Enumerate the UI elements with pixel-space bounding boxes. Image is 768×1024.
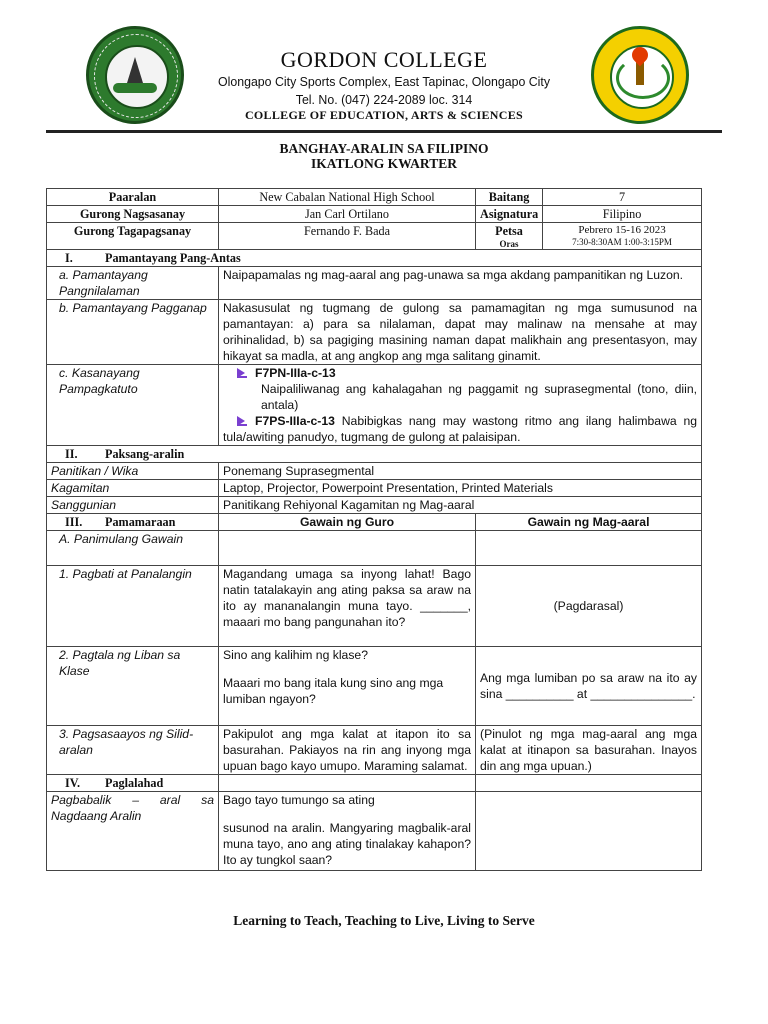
- guro-value: Jan Carl Ortilano: [219, 206, 476, 223]
- lesson-plan-table: [46, 188, 702, 871]
- s1-b-text: Nakasusulat ng tugmang de gulong sa pamamagitan ng mga sumusunod na pamantayan: a) para sa nilalaman, dapat may malinaw na mensahe at may orihinalidad, b) sa pagiging masining naman dapat malikhain ang presentasyon, may hikayat sa madla, at ang angkop ang mga salitang ginamit.: [219, 300, 702, 365]
- header-divider: [46, 130, 722, 133]
- baitang-value: 7: [543, 189, 702, 206]
- s1-a-label: a. Pamantayang Pangnilalaman: [47, 267, 219, 300]
- s3-r2-guro-2: Maaari mo bang itala kung sino ang mga lumiban ngayon?: [223, 676, 444, 706]
- s4-r1-guro-1: Bago tayo tumungo sa ating: [223, 793, 375, 807]
- oras-label: Oras: [499, 239, 519, 249]
- petsa-oras-cell: [476, 223, 543, 250]
- s3-r1-guro: Magandang umaga sa inyong lahat! Bago natin tatalakayin ang ating paksa sa araw na ito ay mananalangin muna tayo. _______, maaari mo bang pangunahan ito?: [219, 566, 476, 647]
- baitang-label: Baitang: [476, 189, 543, 206]
- s1-c1-text: Naipaliliwanag ang kahalagahan ng paggamit ng suprasegmental (tono, diin, antala): [261, 382, 698, 412]
- letterhead: [0, 0, 768, 140]
- section-2-number: II.: [65, 447, 78, 461]
- petsa-value: Pebrero 15-16 2023: [578, 224, 666, 236]
- section-3-header: [47, 514, 702, 531]
- s3-r3-mag: (Pinulot ng mga mag-aaral ang mga kalat at itinapon sa basurahan. Inayos din ang mga upuan.): [476, 726, 702, 775]
- bullet-arrow-icon: [237, 368, 249, 378]
- petsa-oras-value: [543, 223, 702, 250]
- s1-row-b: [47, 300, 702, 365]
- s3-r1-mag: (Pagdarasal): [476, 566, 702, 647]
- section-1-title: Pamantayang Pang-Antas: [105, 251, 241, 265]
- s3-row-2: [47, 647, 702, 726]
- section-4-number: IV.: [65, 776, 81, 790]
- college-telephone: Tel. No. (047) 224-2089 loc. 314: [295, 92, 473, 107]
- s1-c1-code: F7PN-IIIa-c-13: [255, 366, 336, 380]
- asignatura-value: Filipino: [543, 206, 702, 223]
- s2-value: Laptop, Projector, Powerpoint Presentation, Printed Materials: [219, 480, 702, 497]
- s1-c2-text: Nabibigkas nang may wastong ritmo ang ilang halimbawa ng tula/awiting panudyo, tugmang de gulong at palaisipan.: [223, 414, 698, 444]
- s4-r1-guro-2: susunod na aralin. Mangyaring magbalik-aral muna tayo, ano ang ating tinalakay kahapon? Ito ay tungkol saan?: [223, 821, 472, 867]
- footer-motto: Learning to Teach, Teaching to Live, Living to Serve: [233, 913, 535, 928]
- college-name: GORDON COLLEGE: [280, 47, 488, 72]
- tagapagsanay-value: Fernando F. Bada: [219, 223, 476, 250]
- s2-row-kagamitan: [47, 480, 702, 497]
- section-3-title: Pamamaraan: [105, 515, 176, 529]
- s2-label: Sanggunian: [47, 497, 219, 514]
- s3-a-label: A. Panimulang Gawain: [47, 531, 219, 566]
- paaralan-value: New Cabalan National High School: [219, 189, 476, 206]
- guro-label: Gurong Nagsasanay: [47, 206, 219, 223]
- s1-a-text: Naipapamalas ng mag-aaral ang pag-unawa sa mga akdang pampanitikan ng Luzon.: [219, 267, 702, 300]
- s1-row-a: [47, 267, 702, 300]
- info-row-guro: [47, 206, 702, 223]
- section-4-header: [47, 775, 702, 792]
- s4-r1-guro: [219, 792, 476, 871]
- school-seal-icon: [591, 26, 689, 124]
- asignatura-label: Asignatura: [476, 206, 543, 223]
- s3-r2-guro-1: Sino ang kalihim ng klase?: [223, 648, 368, 662]
- petsa-label: Petsa: [495, 224, 523, 238]
- s3-r2-mag: Ang mga lumiban po sa araw na ito ay sina __________ at _______________.: [476, 647, 702, 726]
- col-header-guro: Gawain ng Guro: [219, 514, 476, 531]
- s2-label: Panitikan / Wika: [47, 463, 219, 480]
- s1-c-label: c. Kasanayang Pampagkatuto: [47, 365, 219, 446]
- s3-row-1: [47, 566, 702, 647]
- tagapagsanay-label: Gurong Tagapagsanay: [47, 223, 219, 250]
- s3-row-a: [47, 531, 702, 566]
- info-row-tagapagsanay: [47, 223, 702, 250]
- s1-row-c: [47, 365, 702, 446]
- s3-r3-label: 3. Pagsasaayos ng Silid-aralan: [47, 726, 219, 775]
- oras-value: 7:30-8:30AM 1:00-3:15PM: [572, 237, 672, 247]
- document-subtitle: IKATLONG KWARTER: [311, 156, 457, 171]
- college-department: COLLEGE OF EDUCATION, ARTS & SCIENCES: [244, 108, 524, 122]
- section-2-header: [47, 446, 702, 463]
- s3-r3-guro: Pakipulot ang mga kalat at itapon ito sa basurahan. Pakiayos na rin ang inyong mga upuan bago kayo umupo. Maraming salamat.: [219, 726, 476, 775]
- s4-row-1: [47, 792, 702, 871]
- section-1-number: I.: [65, 251, 73, 265]
- col-header-mag-aaral: Gawain ng Mag-aaral: [476, 514, 702, 531]
- s2-row-sanggunian: [47, 497, 702, 514]
- s2-label: Kagamitan: [47, 480, 219, 497]
- info-row-paaralan: [47, 189, 702, 206]
- s1-b-label: b. Pamantayang Pagganap: [47, 300, 219, 365]
- section-3-number: III.: [65, 515, 83, 529]
- s3-r1-label: 1. Pagbati at Panalangin: [47, 566, 219, 647]
- bullet-arrow-icon: [237, 416, 249, 426]
- s4-r1-label: Pagbabalik – aral sa Nagdaang Aralin: [47, 792, 219, 871]
- s2-value: Ponemang Suprasegmental: [219, 463, 702, 480]
- s3-r2-label: 2. Pagtala ng Liban sa Klase: [47, 647, 219, 726]
- s3-row-3: [47, 726, 702, 775]
- s2-row-panitikan: [47, 463, 702, 480]
- s2-value: Panitikang Rehiyonal Kagamitan ng Mag-aaral: [219, 497, 702, 514]
- section-2-title: Paksang-aralin: [105, 447, 185, 461]
- college-address: Olongapo City Sports Complex, East Tapinac, Olongapo City: [217, 74, 551, 89]
- section-1-header: [47, 250, 702, 267]
- paaralan-label: Paaralan: [47, 189, 219, 206]
- s3-r2-guro: [219, 647, 476, 726]
- section-4-title: Paglalahad: [105, 776, 164, 790]
- s1-c2-code: F7PS-IIIa-c-13: [255, 414, 335, 428]
- s1-c-content: [219, 365, 702, 446]
- document-title: BANGHAY-ARALIN SA FILIPINO: [279, 141, 489, 156]
